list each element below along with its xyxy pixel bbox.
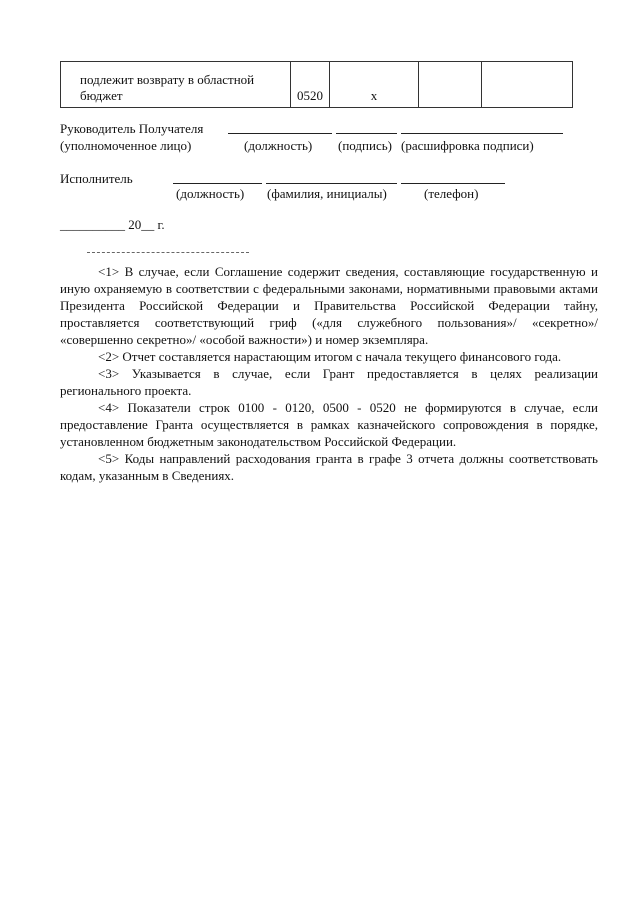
empty-cell xyxy=(482,62,573,108)
head-position-line xyxy=(228,133,332,134)
report-table xyxy=(60,61,573,108)
executor-title: Исполнитель xyxy=(60,171,133,186)
head-decoding-caption: (расшифровка подписи) xyxy=(401,138,534,153)
head-title-line2: (уполномоченное лицо) xyxy=(60,138,192,153)
head-decoding-line xyxy=(401,133,563,134)
executor-position-line xyxy=(173,183,262,184)
executor-phone-caption: (телефон) xyxy=(424,186,479,201)
footnote-5: <5> Коды направлений расходования гранта в графе 3 отчета должны соответствовать кодам, указанным в Сведениях. xyxy=(60,451,598,483)
head-position-caption: (должность) xyxy=(244,138,313,153)
footnote-separator xyxy=(87,252,249,253)
head-signature-caption: (подпись) xyxy=(338,138,392,153)
footnote-4: <4> Показатели строк 0100 - 0120, 0500 - 0520 не формируются в случае, если предоставление Гранта осуществляется в рамках казначейского сопровождения в порядке, установленном бюджетным законодательством Российской Федерации. xyxy=(60,400,598,449)
executor-phone-line xyxy=(401,183,505,184)
row-mark: x xyxy=(330,62,419,108)
executor-name-line xyxy=(266,183,397,184)
executor-name-caption: (фамилия, инициалы) xyxy=(267,186,387,201)
table-row xyxy=(61,62,573,108)
empty-cell xyxy=(419,62,482,108)
footnote-3: <3> Указывается в случае, если Грант предоставляется в целях реализации регионального проекта. xyxy=(60,366,598,398)
executor-position-caption: (должность) xyxy=(176,186,245,201)
footnote-1: <1> В случае, если Соглашение содержит сведения, составляющие государственную и иную охраняемую в соответствии с федеральными законами, нормативными правовыми актами Президента Российской Федерации и Правительства Российской Федерации тайну, проставляется соответствующий гриф («для служебного пользования»/ «секретно»/ «совершенно секретно»/ «особой важности») и номер экземпляра. xyxy=(60,264,598,347)
footnotes xyxy=(60,263,598,484)
head-signature-line xyxy=(336,133,397,134)
row-label: подлежит возврату в областной бюджет xyxy=(61,62,291,108)
row-code: 0520 xyxy=(291,62,330,108)
head-title-line1: Руководитель Получателя xyxy=(60,121,204,136)
date-line: __________ 20__ г. xyxy=(60,217,165,232)
footnote-2: <2> Отчет составляется нарастающим итогом с начала текущего финансового года. xyxy=(98,349,562,364)
